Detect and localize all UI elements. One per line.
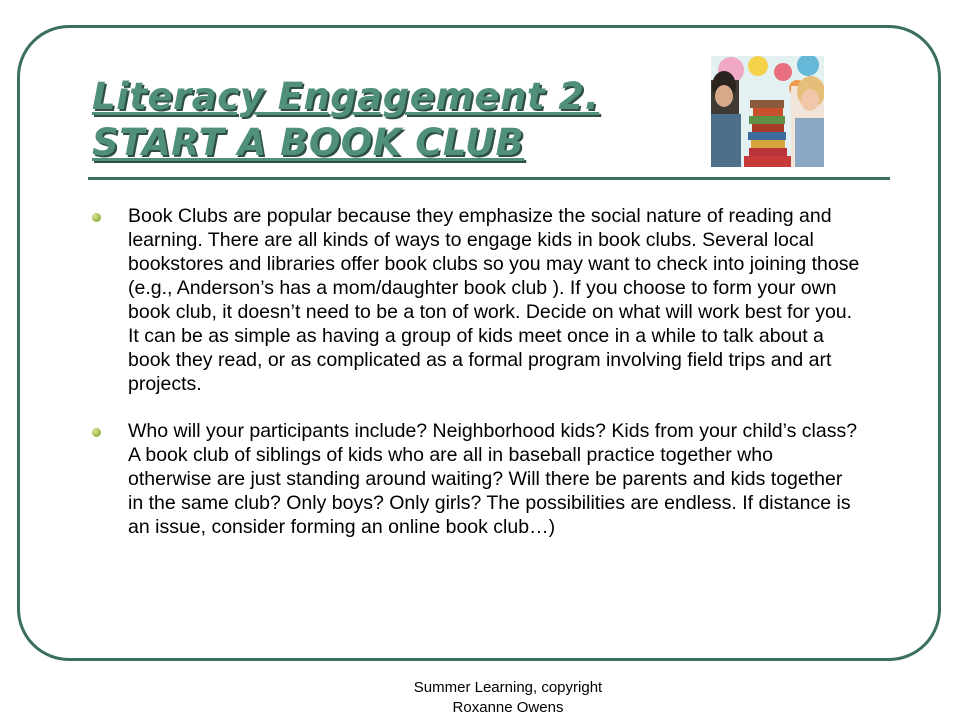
footer <box>360 678 656 718</box>
bullet-icon <box>92 428 101 437</box>
kids-with-books-photo <box>711 56 824 167</box>
title-divider <box>88 177 890 180</box>
footer-line-2: Roxanne Owens <box>452 699 564 716</box>
bullet-text: Who will your participants include? Neighborhood kids? Kids from your child’s class? A book club of siblings of kids who are all in baseball practice together who otherwise are just standing around waiting? Will there be parents and kids together in the same club? Only boys? Only girls? The possibilities are endless. If distance is an issue, consider forming an online book club…) <box>128 420 858 538</box>
slide-title <box>92 74 599 166</box>
title-line-2: START A BOOK CLUB <box>92 121 525 164</box>
title-line-1: Literacy Engagement 2. <box>92 75 600 118</box>
bullet-text: Book Clubs are popular because they emphasize the social nature of reading and learning. There are all kinds of ways to engage kids in book clubs. Several local bookstores and libraries offer book clubs so you may want to check into joining those (e.g., Anderson’s has a mom/daughter book club ). If you choose to form your own book club, it doesn’t need to be a ton of work. Decide on what will work best for you. It can be as simple as having a group of kids meet once in a while to talk about a book they read, or as complicated as a formal program involving field trips and art projects. <box>128 205 860 395</box>
bullet-list <box>90 204 860 539</box>
footer-line-1: Summer Learning, copyright <box>413 679 603 696</box>
list-item <box>90 204 860 396</box>
bullet-icon <box>92 213 101 222</box>
list-item <box>90 419 860 539</box>
